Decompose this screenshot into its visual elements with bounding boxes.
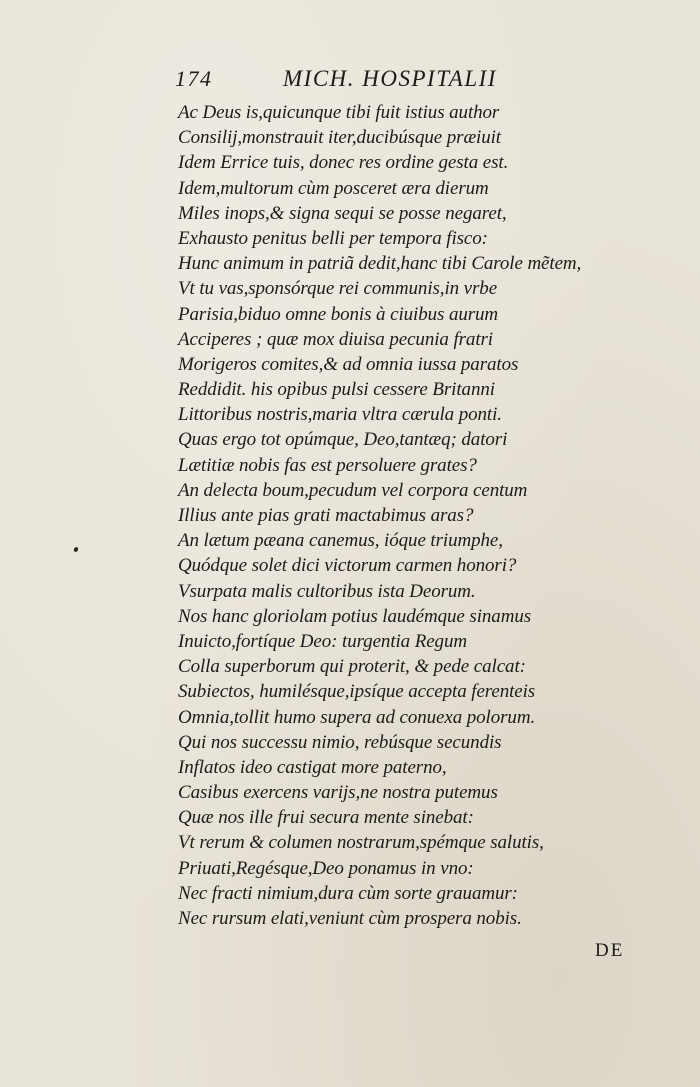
poem-line: Morigeros comites,& ad omnia iussa paratos xyxy=(178,353,519,375)
poem-text xyxy=(178,100,598,931)
poem-line: Quæ nos ille frui secura mente sinebat: xyxy=(178,807,474,829)
poem-line: Qui nos successu nimio, rebúsque secundis xyxy=(178,731,502,753)
poem-line: Vsurpata malis cultoribus ista Deorum. xyxy=(178,580,476,602)
ink-speck xyxy=(73,546,79,552)
poem-line: Quódque solet dici victorum carmen honori? xyxy=(178,555,517,577)
poem-line: Lætitiæ nobis fas est persoluere grates? xyxy=(178,454,477,476)
poem-line: Nec fracti nimium,dura cùm sorte grauamur: xyxy=(178,882,518,904)
poem-line: Vt rerum & columen nostrarum,spémque salutis, xyxy=(178,832,544,854)
poem-line: Casibus exercens varijs,ne nostra putemus xyxy=(178,782,498,804)
poem-line: An delecta boum,pecudum vel corpora centum xyxy=(178,479,528,501)
page-header xyxy=(175,66,575,96)
poem-line: Illius ante pias grati mactabimus aras? xyxy=(178,505,474,526)
show-through-text xyxy=(620,360,700,920)
poem-line: Parisia,biduo omne bonis à ciuibus aurum xyxy=(178,303,499,325)
poem-line: Nec rursum elati,veniunt cùm prospera nobis. xyxy=(178,908,522,929)
poem-line: Colla superborum qui proterit, & pede calcat: xyxy=(178,656,526,678)
poem-line: Vt tu vas,sponsórque rei communis,in vrbe xyxy=(178,278,498,300)
poem-line: An lætum pæana canemus, ióque triumphe, xyxy=(178,530,503,552)
poem-line: Inflatos ideo castigat more paterno, xyxy=(178,756,447,778)
poem-line: Miles inops,& signa sequi se posse negaret, xyxy=(178,202,507,224)
poem-line: Reddidit. his opibus pulsi cessere Britanni xyxy=(178,379,495,401)
poem-line: Quas ergo tot opúmque, Deo,tantæq; datori xyxy=(178,429,508,451)
poem-line: Omnia,tollit humo supera ad conuexa polorum. xyxy=(178,706,536,728)
catchword: DE xyxy=(595,940,625,961)
page-number: 174 xyxy=(175,66,213,91)
poem-line: Exhausto penitus belli per tempora fisco: xyxy=(178,227,488,249)
poem-line: Nos hanc gloriolam potius laudémque sinamus xyxy=(178,605,532,627)
poem-line: Subiectos, humilésque,ipsíque accepta ferenteis xyxy=(178,681,536,703)
poem-line: Idem,multorum cùm posceret æra dierum xyxy=(178,177,489,199)
poem-line: Ac Deus is,quicunque tibi fuit istius author xyxy=(178,102,500,123)
poem-line: Idem Errice tuis, donec res ordine gesta est. xyxy=(178,152,509,174)
running-head: MICH. HOSPITALII xyxy=(283,66,497,91)
poem-line: Acciperes ; quæ mox diuisa pecunia fratri xyxy=(178,328,493,350)
poem-line: Consilij,monstrauit iter,ducibúsque præiuit xyxy=(178,127,501,149)
poem-line: Inuicto,fortíque Deo: turgentia Regum xyxy=(178,630,467,652)
poem-line: Hunc animum in patriã dedit,hanc tibi Carole mẽtem, xyxy=(178,253,582,275)
poem-line: Priuati,Regésque,Deo ponamus in vno: xyxy=(178,857,474,879)
poem-line: Littoribus nostris,maria vltra cærula ponti. xyxy=(178,404,502,426)
